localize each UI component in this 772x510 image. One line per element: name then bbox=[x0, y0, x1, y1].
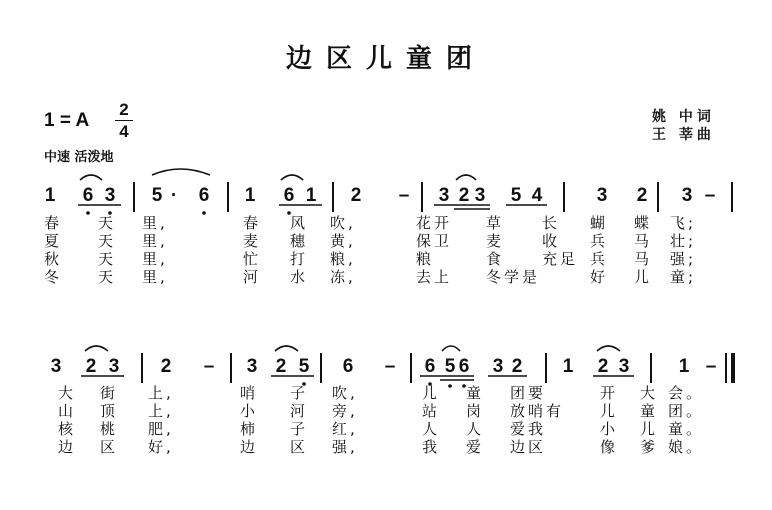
dash: – bbox=[705, 356, 717, 377]
note: 6 bbox=[458, 356, 470, 377]
low-octave-dot bbox=[202, 211, 206, 215]
lyric-syllable: 河 bbox=[290, 402, 309, 420]
lyric-syllable: 忙 bbox=[243, 250, 262, 268]
lyric-syllable: 飞; bbox=[670, 214, 697, 232]
lyric-syllable: 冬 bbox=[44, 268, 63, 286]
note: 3 bbox=[492, 356, 504, 377]
note: 5 bbox=[510, 185, 522, 206]
lyric-syllable: 收 bbox=[542, 232, 561, 250]
composer-credit: 王 莘曲 bbox=[652, 127, 715, 143]
lyric-syllable: 娘。 bbox=[668, 438, 705, 456]
lyric-syllable: 岗 bbox=[466, 402, 485, 420]
lyric-syllable: 河 bbox=[243, 268, 262, 286]
lyric-syllable: 保卫 bbox=[416, 232, 453, 250]
lyric-syllable: 开 bbox=[600, 384, 619, 402]
note: 6 bbox=[424, 356, 436, 377]
note: 3 bbox=[474, 185, 486, 206]
lyric-syllable: 童; bbox=[670, 268, 697, 286]
note: 1 bbox=[44, 185, 56, 206]
lyric-syllable: 风 bbox=[290, 214, 309, 232]
note: 3 bbox=[108, 356, 120, 377]
note: 3 bbox=[596, 185, 608, 206]
lyric-syllable: 食 bbox=[486, 250, 505, 268]
lyric-syllable: 像 bbox=[600, 438, 619, 456]
lyric-syllable: 儿 bbox=[634, 268, 653, 286]
note: 5 bbox=[298, 356, 310, 377]
lyric-syllable: 里, bbox=[142, 250, 168, 268]
lyric-syllable: 去上 bbox=[416, 268, 453, 286]
lyric-syllable: 吹, bbox=[332, 384, 358, 402]
lyric-syllable: 童。 bbox=[668, 420, 705, 438]
lyric-syllable: 区 bbox=[290, 438, 309, 456]
note: 1 bbox=[562, 356, 574, 377]
lyric-syllable: 蝶 bbox=[634, 214, 653, 232]
lyric-syllable: 麦 bbox=[243, 232, 262, 250]
lyric-syllable: 团要 bbox=[510, 384, 547, 402]
lyric-syllable: 桃 bbox=[100, 420, 119, 438]
lyric-syllable: 子 bbox=[290, 420, 309, 438]
note: 1 bbox=[244, 185, 256, 206]
low-octave-dot bbox=[448, 384, 452, 388]
lyric-syllable: 子 bbox=[290, 384, 309, 402]
lyric-syllable: 人 bbox=[466, 420, 485, 438]
lyric-syllable: 里, bbox=[142, 268, 168, 286]
note: 5 bbox=[151, 185, 163, 206]
lyric-syllable: 爱我 bbox=[510, 420, 547, 438]
lyric-syllable: 充足 bbox=[542, 250, 579, 268]
note: 2 bbox=[85, 356, 97, 377]
lyric-syllable: 上, bbox=[148, 402, 174, 420]
slur bbox=[80, 175, 102, 180]
lyric-syllable: 水 bbox=[290, 268, 309, 286]
lyric-syllable: 马 bbox=[634, 232, 653, 250]
lyric-syllable: 里, bbox=[142, 232, 168, 250]
slur bbox=[597, 346, 620, 351]
lyric-syllable: 站 bbox=[422, 402, 441, 420]
lyric-syllable: 柿 bbox=[240, 420, 259, 438]
lyric-syllable: 打 bbox=[290, 250, 309, 268]
lyric-syllable: 天 bbox=[98, 250, 117, 268]
lyric-syllable: 马 bbox=[634, 250, 653, 268]
lyric-syllable: 吹, bbox=[330, 214, 356, 232]
note: 1 bbox=[678, 356, 690, 377]
lyric-syllable: 人 bbox=[422, 420, 441, 438]
lyric-syllable: 天 bbox=[98, 232, 117, 250]
slur bbox=[275, 346, 298, 351]
lyric-syllable: 黄, bbox=[330, 232, 356, 250]
lyric-syllable: 儿 bbox=[640, 420, 659, 438]
lyric-syllable: 兵 bbox=[590, 232, 609, 250]
lyric-syllable: 穗 bbox=[290, 232, 309, 250]
lyric-syllable: 草 bbox=[486, 214, 505, 232]
note: 4 bbox=[531, 185, 543, 206]
lyric-syllable: 旁, bbox=[332, 402, 358, 420]
note: 6 bbox=[198, 185, 210, 206]
lyric-syllable: 夏 bbox=[44, 232, 63, 250]
lyric-syllable: 爱 bbox=[466, 438, 485, 456]
slur bbox=[152, 169, 210, 175]
lyric-syllable: 小 bbox=[240, 402, 259, 420]
lyric-syllable: 童 bbox=[466, 384, 485, 402]
dash: – bbox=[704, 185, 716, 206]
lyric-syllable: 壮; bbox=[670, 232, 697, 250]
lyric-syllable: 区 bbox=[100, 438, 119, 456]
lyric-syllable: 强; bbox=[670, 250, 697, 268]
tempo-marking: 中速 活泼地 bbox=[44, 150, 114, 165]
lyric-syllable: 秋 bbox=[44, 250, 63, 268]
lyric-syllable: 冻, bbox=[330, 268, 356, 286]
lyric-syllable: 边 bbox=[240, 438, 259, 456]
lyric-syllable: 麦 bbox=[486, 232, 505, 250]
lyric-syllable: 好, bbox=[148, 438, 174, 456]
note: 5 bbox=[444, 356, 456, 377]
note: 2 bbox=[511, 356, 523, 377]
lyric-syllable: 天 bbox=[98, 214, 117, 232]
lyric-syllable: 强, bbox=[332, 438, 358, 456]
note: 6 bbox=[283, 185, 295, 206]
lyric-syllable: 粮 bbox=[416, 250, 435, 268]
key-signature: 1 = A bbox=[44, 110, 90, 131]
lyric-syllable: 小 bbox=[600, 420, 619, 438]
note: 1 bbox=[305, 185, 317, 206]
lyric-syllable: 会。 bbox=[668, 384, 705, 402]
note: 3 bbox=[438, 185, 450, 206]
note: 3 bbox=[104, 185, 116, 206]
note: 6 bbox=[82, 185, 94, 206]
lyric-syllable: 红, bbox=[332, 420, 358, 438]
note: 6 bbox=[342, 356, 354, 377]
note: 2 bbox=[597, 356, 609, 377]
lyric-syllable: 核 bbox=[58, 420, 77, 438]
note: 2 bbox=[458, 185, 470, 206]
time-signature-top: 2 bbox=[119, 100, 129, 119]
lyric-syllable: 放哨有 bbox=[510, 402, 565, 420]
dot: · bbox=[170, 185, 178, 206]
note: 2 bbox=[160, 356, 172, 377]
slur bbox=[456, 175, 476, 180]
lyric-syllable: 花开 bbox=[416, 214, 453, 232]
lyric-syllable: 街 bbox=[100, 384, 119, 402]
lyric-syllable: 粮, bbox=[330, 250, 356, 268]
lyric-syllable: 顶 bbox=[100, 402, 119, 420]
lyric-syllable: 团。 bbox=[668, 402, 705, 420]
note: 3 bbox=[50, 356, 62, 377]
lyric-syllable: 好 bbox=[590, 268, 609, 286]
note: 3 bbox=[681, 185, 693, 206]
song-title: 边区儿童团 bbox=[285, 44, 486, 74]
lyric-syllable: 天 bbox=[98, 268, 117, 286]
slur bbox=[442, 346, 460, 351]
low-octave-dot bbox=[86, 211, 90, 215]
lyric-syllable: 春 bbox=[243, 214, 262, 232]
note: 2 bbox=[636, 185, 648, 206]
lyric-syllable: 大 bbox=[58, 384, 77, 402]
dash: – bbox=[398, 185, 410, 206]
note: 2 bbox=[350, 185, 362, 206]
lyric-syllable: 兵 bbox=[590, 250, 609, 268]
note: 3 bbox=[246, 356, 258, 377]
lyric-syllable: 蝴 bbox=[590, 214, 609, 232]
lyric-syllable: 边区 bbox=[510, 438, 547, 456]
lyric-syllable: 我 bbox=[422, 438, 441, 456]
time-signature-bottom: 4 bbox=[119, 122, 129, 141]
lyricist-credit: 姚 中词 bbox=[652, 109, 715, 125]
lyric-syllable: 长 bbox=[542, 214, 561, 232]
lyric-syllable: 哨 bbox=[240, 384, 259, 402]
note: 3 bbox=[618, 356, 630, 377]
lyric-syllable: 爹 bbox=[640, 438, 659, 456]
dash: – bbox=[203, 356, 215, 377]
lyric-syllable: 肥, bbox=[148, 420, 174, 438]
lyric-syllable: 冬学是 bbox=[486, 268, 541, 286]
lyric-syllable: 上, bbox=[148, 384, 174, 402]
dash: – bbox=[384, 356, 396, 377]
note: 2 bbox=[275, 356, 287, 377]
lyric-syllable: 里, bbox=[142, 214, 168, 232]
lyric-syllable: 边 bbox=[58, 438, 77, 456]
slur bbox=[85, 346, 108, 351]
lyric-syllable: 山 bbox=[58, 402, 77, 420]
lyric-syllable: 春 bbox=[44, 214, 63, 232]
lyric-syllable: 大 bbox=[640, 384, 659, 402]
lyric-syllable: 童 bbox=[640, 402, 659, 420]
lyric-syllable: 儿 bbox=[422, 384, 441, 402]
slur bbox=[281, 175, 303, 180]
lyric-syllable: 儿 bbox=[600, 402, 619, 420]
